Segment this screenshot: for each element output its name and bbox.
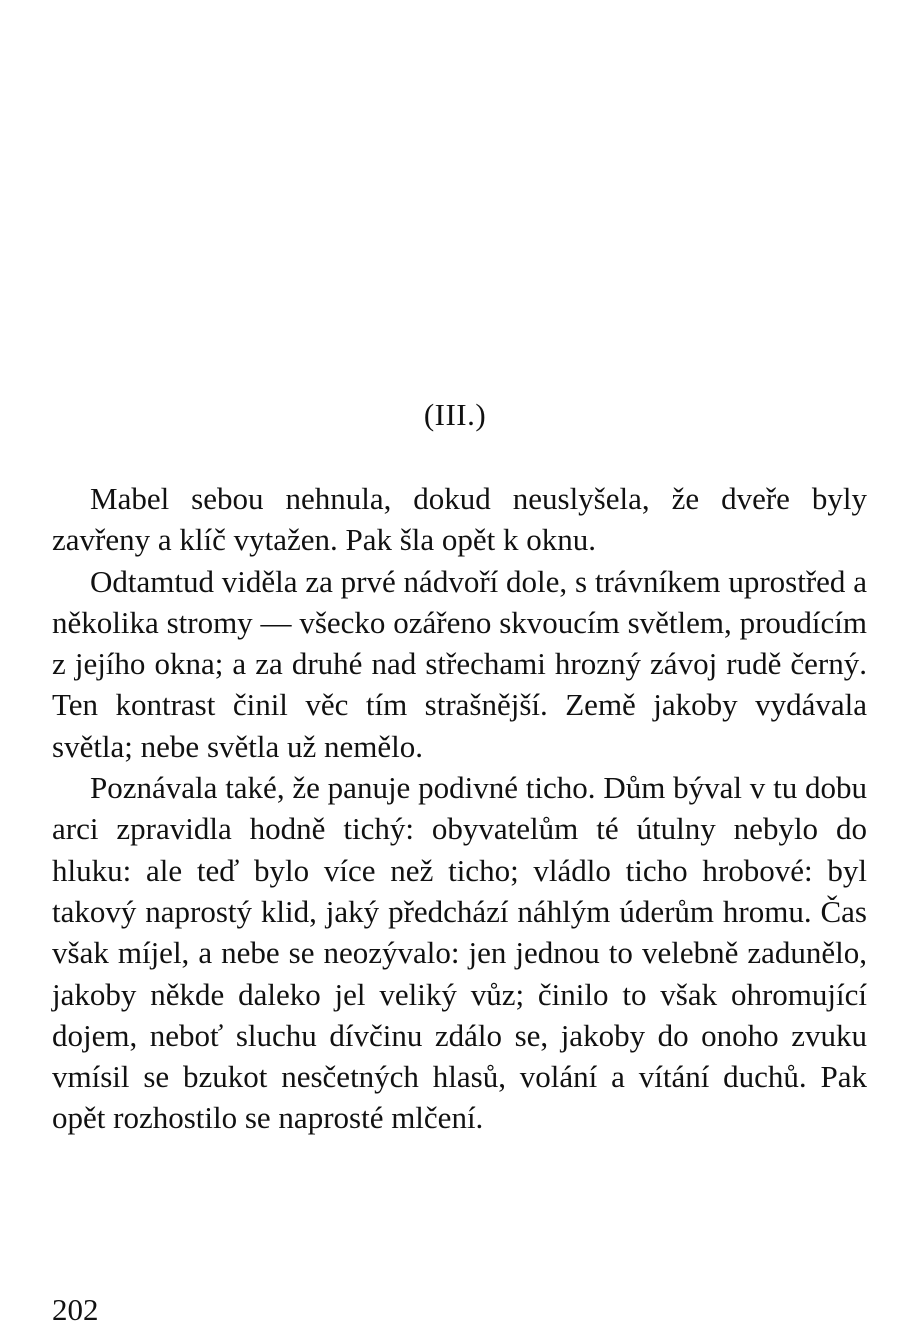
chapter-heading: (III.) xyxy=(423,397,487,432)
body-text xyxy=(52,478,867,1139)
paragraph-1: Mabel sebou nehnula, dokud neuslyšela, že dveře byly zavřeny a klíč vytažen. Pak šla opět k oknu. xyxy=(52,481,867,558)
paragraph-3: Poznávala také, že panuje podivné ticho. Dům býval v tu dobu arci zpravidla hodně tichý: obyvatelům té útulny nebylo do hluku: ale teď bylo více než ticho; vládlo ticho hrobové: byl takový naprostý klid, jaký předchází náhlým úderům hromu. Čas však míjel, a nebe se neozývalo: jen jednou to velebně zadunělo, jakoby někde daleko jel veliký vůz; činilo to však ohromující dojem, neboť sluchu dívčinu zdálo se, jakoby do onoho zvuku vmísil se bzukot nesčetných hlasů, volání a vítání duchů. Pak opět rozhostilo se naprosté mlčení. xyxy=(52,770,867,1136)
paragraph-2: Odtamtud viděla za prvé nádvoří dole, s trávníkem uprostřed a několika stromy — všecko ozářeno skvoucím světlem, proudícím z jejího okna; a za druhé nad střechami hrozný závoj rudě černý. Ten kontrast činil věc tím strašnější. Země jakoby vydávala světla; nebe světla už nemělo. xyxy=(52,563,867,764)
page-number: 202 xyxy=(52,1292,99,1327)
